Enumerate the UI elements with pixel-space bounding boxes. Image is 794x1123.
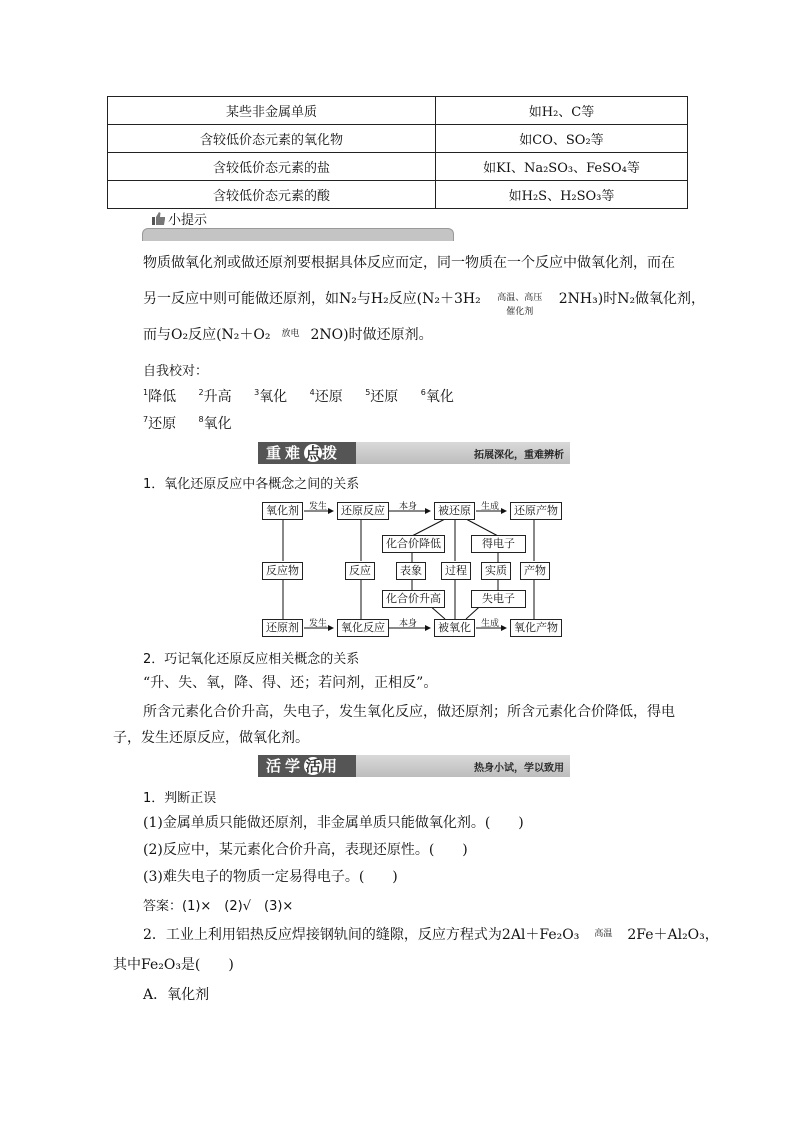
- tip-header: [152, 209, 207, 228]
- box-appearance: 表象: [396, 562, 426, 580]
- tip-line-1: 物质做氧化剂或做还原剂要根据具体反应而定，同一物质在一个反应中做氧化剂，而在: [143, 255, 675, 271]
- q1-item: (2)反应中，某元素化合价升高，表现还原性。( ): [143, 842, 468, 858]
- q1-answer: 答案：(1)× (2)√ (3)×: [143, 899, 294, 914]
- self-check-item: $^6$氧化: [420, 388, 454, 405]
- self-check-item: $^5$还原: [365, 388, 399, 405]
- table-cell: 含较低价态元素的氧化物: [108, 125, 436, 153]
- box-lose-electrons: 失电子: [471, 590, 526, 608]
- q2-line-1: 2．工业上利用铝热反应焊接钢轨间的缝隙，反应方程式为2Al＋Fe₂O₃ 高温 2Fe＋Al₂O₃，: [143, 927, 719, 943]
- box-gain-electrons: 得电子: [471, 535, 526, 553]
- tip-bar: [142, 228, 454, 241]
- thumbs-up-icon: [152, 212, 166, 225]
- label-occur: 发生: [309, 619, 328, 629]
- banner-subtitle: 热身小试，学以致用: [474, 763, 564, 774]
- self-check-row-2: [143, 413, 250, 433]
- box-valence-down: 化合价降低: [382, 535, 445, 553]
- self-check-item: $^3$氧化: [254, 388, 288, 405]
- section2-line-1: 所含元素化合价升高，失电子，发生氧化反应，做还原剂；所含元素化合价降低，得电: [143, 704, 675, 720]
- section1-heading: 1．氧化还原反应中各概念之间的关系: [143, 477, 360, 492]
- table-cell: 含较低价态元素的酸: [108, 181, 436, 209]
- section-banner: [258, 442, 570, 464]
- table-cell: 某些非金属单质: [108, 97, 436, 125]
- section-banner: [258, 755, 570, 777]
- banner-title: 重难点 拨: [258, 442, 356, 464]
- table-cell: 如KI、Na₂SO₃、FeSO₄等: [436, 153, 688, 181]
- box-product: 产物: [520, 562, 550, 580]
- label-occur: 发生: [309, 502, 328, 512]
- table-row: [108, 181, 688, 209]
- box-reaction: 反应: [345, 562, 375, 580]
- q2-line-2: 其中Fe₂O₃是( ): [113, 957, 234, 973]
- table-cell: 如H₂S、H₂SO₃等: [436, 181, 688, 209]
- label-generate: 生成: [481, 619, 500, 629]
- q2-option-a: A．氧化剂: [143, 987, 210, 1003]
- table-row: [108, 125, 688, 153]
- tip-title: 小提示: [168, 213, 208, 228]
- box-reactant: 反应物: [262, 562, 303, 580]
- self-check-item: $^1$降低: [143, 388, 177, 405]
- section2-line-2: 子，发生还原反应，做氧化剂。: [113, 730, 309, 746]
- box-essence: 实质: [481, 562, 511, 580]
- q1-heading: 1．判断正误: [143, 791, 217, 806]
- tip-line-2: 另一反应中则可能做还原剂，如N₂与H₂反应(N₂＋3H₂ 高温、高压 催化剂 2NH₃)时N₂做氧化剂，: [143, 291, 706, 317]
- self-check-item: $^2$升高: [198, 388, 232, 405]
- box-reductant: 还原剂: [262, 619, 303, 637]
- box-reduced: 被还原: [434, 502, 475, 520]
- self-check-item: $^8$氧化: [198, 415, 232, 432]
- q1-item: (3)难失电子的物质一定易得电子。( ): [143, 869, 398, 885]
- box-oxidation-reaction: 氧化反应: [337, 619, 389, 637]
- self-check-item: $^7$还原: [143, 415, 177, 432]
- box-reduction-reaction: 还原反应: [337, 502, 389, 520]
- banner-subtitle: 拓展深化，重难辨析: [474, 450, 564, 461]
- table-cell: 如H₂、C等: [436, 97, 688, 125]
- self-check-row-1: [143, 386, 472, 406]
- tip-line-3: 而与O₂反应(N₂＋O₂ 放电 2NO)时做还原剂。: [143, 327, 433, 343]
- label-itself: 本身: [399, 502, 418, 512]
- box-oxidant: 氧化剂: [262, 502, 303, 520]
- table-row: [108, 153, 688, 181]
- section2-heading: 2．巧记氧化还原反应相关概念的关系: [143, 652, 360, 667]
- banner-title: 活学活 用: [258, 755, 356, 777]
- table-cell: 含较低价态元素的盐: [108, 153, 436, 181]
- table-cell: 如CO、SO₂等: [436, 125, 688, 153]
- label-generate: 生成: [481, 502, 500, 512]
- reductant-examples-table: [107, 96, 688, 209]
- q1-item: (1)金属单质只能做还原剂，非金属单质只能做氧化剂。( ): [143, 815, 524, 831]
- box-oxidized: 被氧化: [434, 619, 475, 637]
- box-reduction-product: 还原产物: [510, 502, 562, 520]
- self-check-title: 自我校对：: [143, 364, 209, 379]
- box-oxidation-product: 氧化产物: [510, 619, 562, 637]
- box-process: 过程: [441, 562, 471, 580]
- table-row: [108, 97, 688, 125]
- box-valence-up: 化合价升高: [382, 590, 445, 608]
- self-check-item: $^4$还原: [309, 388, 343, 405]
- mnemonic-quote: “升、失、氧，降、得、还；若问剂，正相反”。: [143, 675, 438, 691]
- label-itself: 本身: [399, 619, 418, 629]
